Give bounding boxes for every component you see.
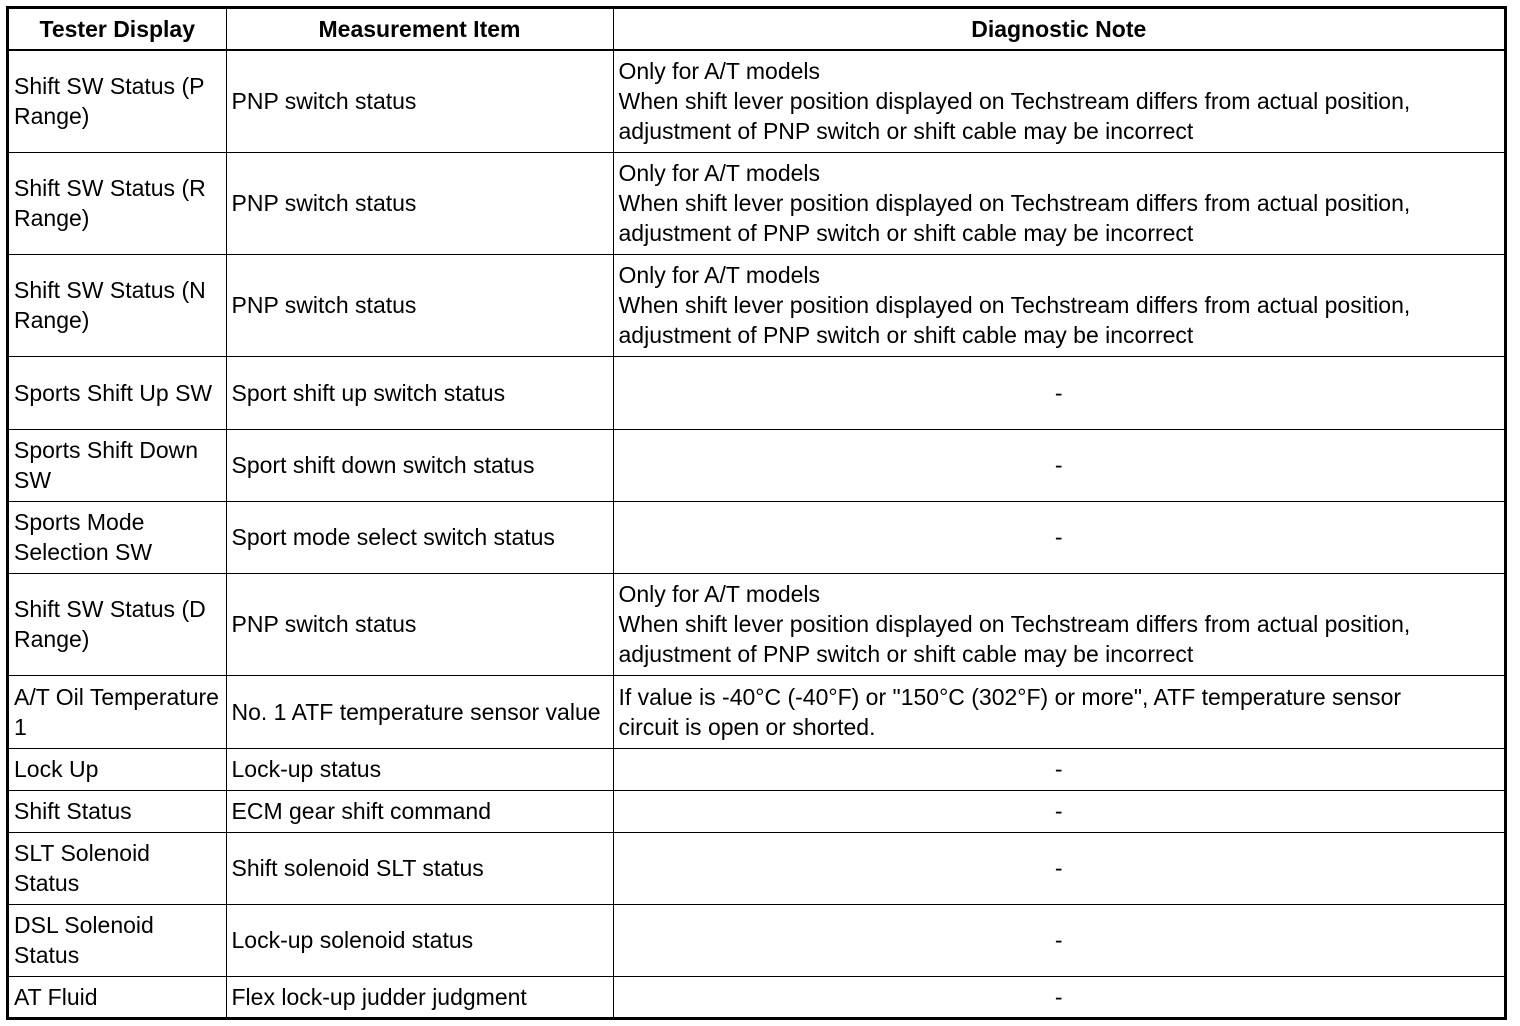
- diagnostic-note-line: When shift lever position displayed on Techstream differs from actual position,: [618, 88, 1411, 115]
- data-list-table: [9, 9, 1504, 1018]
- tester-display-cell: DSL Solenoid Status: [9, 904, 226, 976]
- measurement-item-cell: Shift solenoid SLT status: [226, 832, 613, 904]
- header-row: [9, 9, 1504, 50]
- diagnostic-note-cell: [613, 50, 1504, 152]
- tester-display-cell: Sports Shift Down SW: [9, 429, 226, 501]
- measurement-item-cell: Lock-up solenoid status: [226, 904, 613, 976]
- diagnostic-note-line: Only for A/T models: [618, 58, 821, 85]
- diagnostic-note-line: If value is -40°C (-40°F) or "150°C (302°F) or more", ATF temperature sensor: [618, 683, 1402, 710]
- tester-display-cell: Shift Status: [9, 790, 226, 832]
- diagnostic-note-cell: [613, 976, 1504, 1018]
- diagnostic-note-line: -: [1054, 452, 1063, 478]
- diagnostic-note-cell: [613, 573, 1504, 675]
- measurement-item-cell: Sport shift down switch status: [226, 429, 613, 501]
- diagnostic-note-cell: [613, 675, 1504, 748]
- measurement-item-cell: PNP switch status: [226, 50, 613, 152]
- diagnostic-note-line: When shift lever position displayed on Techstream differs from actual position,: [618, 190, 1411, 216]
- table-row: [9, 50, 1504, 152]
- measurement-item-cell: Flex lock-up judder judgment: [226, 976, 613, 1018]
- table-row: [9, 790, 1504, 832]
- diagnostic-note-cell: [613, 501, 1504, 573]
- diagnostic-note-line: Only for A/T models: [618, 262, 821, 288]
- table-row: [9, 748, 1504, 790]
- tester-display-cell: Shift SW Status (R Range): [9, 152, 226, 254]
- measurement-item-cell: PNP switch status: [226, 254, 613, 356]
- table-row: [9, 356, 1504, 429]
- table-row: [9, 429, 1504, 501]
- tester-display-cell: SLT Solenoid Status: [9, 832, 226, 904]
- diagnostic-note-line: adjustment of PNP switch or shift cable may be incorrect: [618, 641, 1194, 667]
- table-row: [9, 254, 1504, 356]
- table-row: [9, 904, 1504, 976]
- diagnostic-note-line: Only for A/T models: [618, 160, 821, 186]
- tester-display-cell: Sports Mode Selection SW: [9, 501, 226, 573]
- diagnostic-note-line: -: [1054, 756, 1063, 782]
- measurement-item-cell: PNP switch status: [226, 152, 613, 254]
- table-row: [9, 152, 1504, 254]
- measurement-item-cell: Lock-up status: [226, 748, 613, 790]
- diagnostic-note-cell: [613, 904, 1504, 976]
- table-row: [9, 832, 1504, 904]
- tester-display-cell: Sports Shift Up SW: [9, 356, 226, 429]
- header-measurement-item: Measurement Item: [226, 9, 613, 50]
- tester-display-cell: Lock Up: [9, 748, 226, 790]
- measurement-item-cell: ECM gear shift command: [226, 790, 613, 832]
- measurement-item-cell: No. 1 ATF temperature sensor value: [226, 675, 613, 748]
- header-diagnostic-note: Diagnostic Note: [613, 9, 1504, 50]
- diagnostic-note-line: -: [1054, 927, 1063, 953]
- diagnostic-note-cell: [613, 152, 1504, 254]
- measurement-item-cell: PNP switch status: [226, 573, 613, 675]
- diagnostic-note-cell: [613, 429, 1504, 501]
- diagnostic-note-line: When shift lever position displayed on Techstream differs from actual position,: [618, 292, 1411, 318]
- table-row: [9, 976, 1504, 1018]
- diagnostic-note-line: circuit is open or shorted.: [618, 713, 876, 740]
- diagnostic-note-line: Only for A/T models: [618, 581, 821, 607]
- measurement-item-cell: Sport shift up switch status: [226, 356, 613, 429]
- table-body: [9, 50, 1504, 1018]
- tester-display-cell: Shift SW Status (P Range): [9, 50, 226, 152]
- diagnostic-note-cell: [613, 748, 1504, 790]
- diagnostic-note-line: When shift lever position displayed on Techstream differs from actual position,: [618, 611, 1411, 637]
- diagnostic-note-line: -: [1054, 984, 1063, 1011]
- diagnostic-note-cell: [613, 356, 1504, 429]
- diagnostic-note-cell: [613, 254, 1504, 356]
- diagnostic-note-cell: [613, 790, 1504, 832]
- table-row: [9, 501, 1504, 573]
- table-row: [9, 675, 1504, 748]
- diagnostic-note-line: -: [1054, 855, 1063, 881]
- tester-display-cell: AT Fluid: [9, 976, 226, 1018]
- diagnostic-note-line: -: [1054, 524, 1063, 550]
- tester-display-cell: Shift SW Status (N Range): [9, 254, 226, 356]
- diagnostic-note-line: adjustment of PNP switch or shift cable may be incorrect: [618, 118, 1194, 145]
- data-list-table-container: [6, 6, 1507, 1020]
- diagnostic-note-line: adjustment of PNP switch or shift cable may be incorrect: [618, 322, 1194, 348]
- diagnostic-note-line: -: [1054, 379, 1063, 406]
- header-tester-display: Tester Display: [9, 9, 226, 50]
- measurement-item-cell: Sport mode select switch status: [226, 501, 613, 573]
- tester-display-cell: Shift SW Status (D Range): [9, 573, 226, 675]
- tester-display-cell: A/T Oil Temperature 1: [9, 675, 226, 748]
- table-row: [9, 573, 1504, 675]
- diagnostic-note-cell: [613, 832, 1504, 904]
- diagnostic-note-line: adjustment of PNP switch or shift cable may be incorrect: [618, 220, 1194, 246]
- diagnostic-note-line: -: [1054, 798, 1063, 824]
